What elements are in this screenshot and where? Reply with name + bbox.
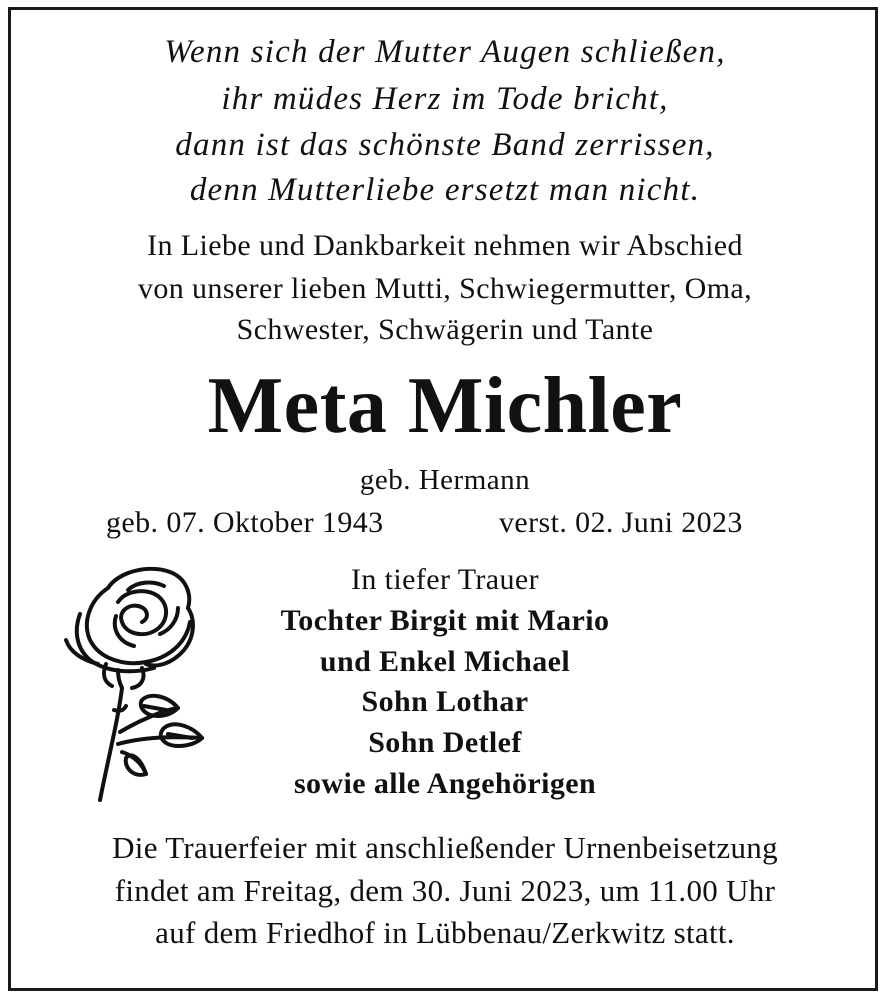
death-date: verst. 02. Juni 2023: [499, 506, 743, 539]
poem-line-1: Wenn sich der Mutter Augen schließen,: [164, 34, 726, 70]
mourner-line-2: und Enkel Michael: [319, 645, 571, 678]
intro-line-3: Schwester, Schwägerin und Tante: [236, 313, 654, 346]
birth-date: geb. 07. Oktober 1943: [106, 506, 384, 539]
maiden-name: geb. Hermann: [359, 464, 531, 496]
mourner-line-3: Sohn Lothar: [361, 685, 529, 718]
poem-line-4: denn Mutterliebe ersetzt man nicht.: [189, 172, 701, 208]
mourners-heading: In tiefer Trauer: [350, 563, 539, 596]
service-line-3: auf dem Friedhof in Lübbenau/Zerkwitz statt.: [155, 915, 735, 950]
poem-line-3: dann ist das schönste Band zerrissen,: [175, 127, 715, 163]
service-line-1: Die Trauerfeier mit anschließender Urnenbeisetzung: [112, 830, 778, 865]
deceased-name: Meta Michler: [207, 362, 683, 450]
poem-line-2: ihr müdes Herz im Tode bricht,: [221, 81, 669, 117]
mourner-line-5: sowie alle Angehörigen: [293, 767, 597, 800]
mourner-line-4: Sohn Detlef: [368, 726, 522, 759]
intro-line-2: von unserer lieben Mutti, Schwiegermutter, Oma,: [137, 272, 753, 305]
intro-line-1: In Liebe und Dankbarkeit nehmen wir Abschied: [147, 229, 743, 262]
mourner-line-1: Tochter Birgit mit Mario: [280, 604, 610, 637]
service-line-2: findet am Freitag, dem 30. Juni 2023, um 11.00 Uhr: [114, 873, 776, 908]
